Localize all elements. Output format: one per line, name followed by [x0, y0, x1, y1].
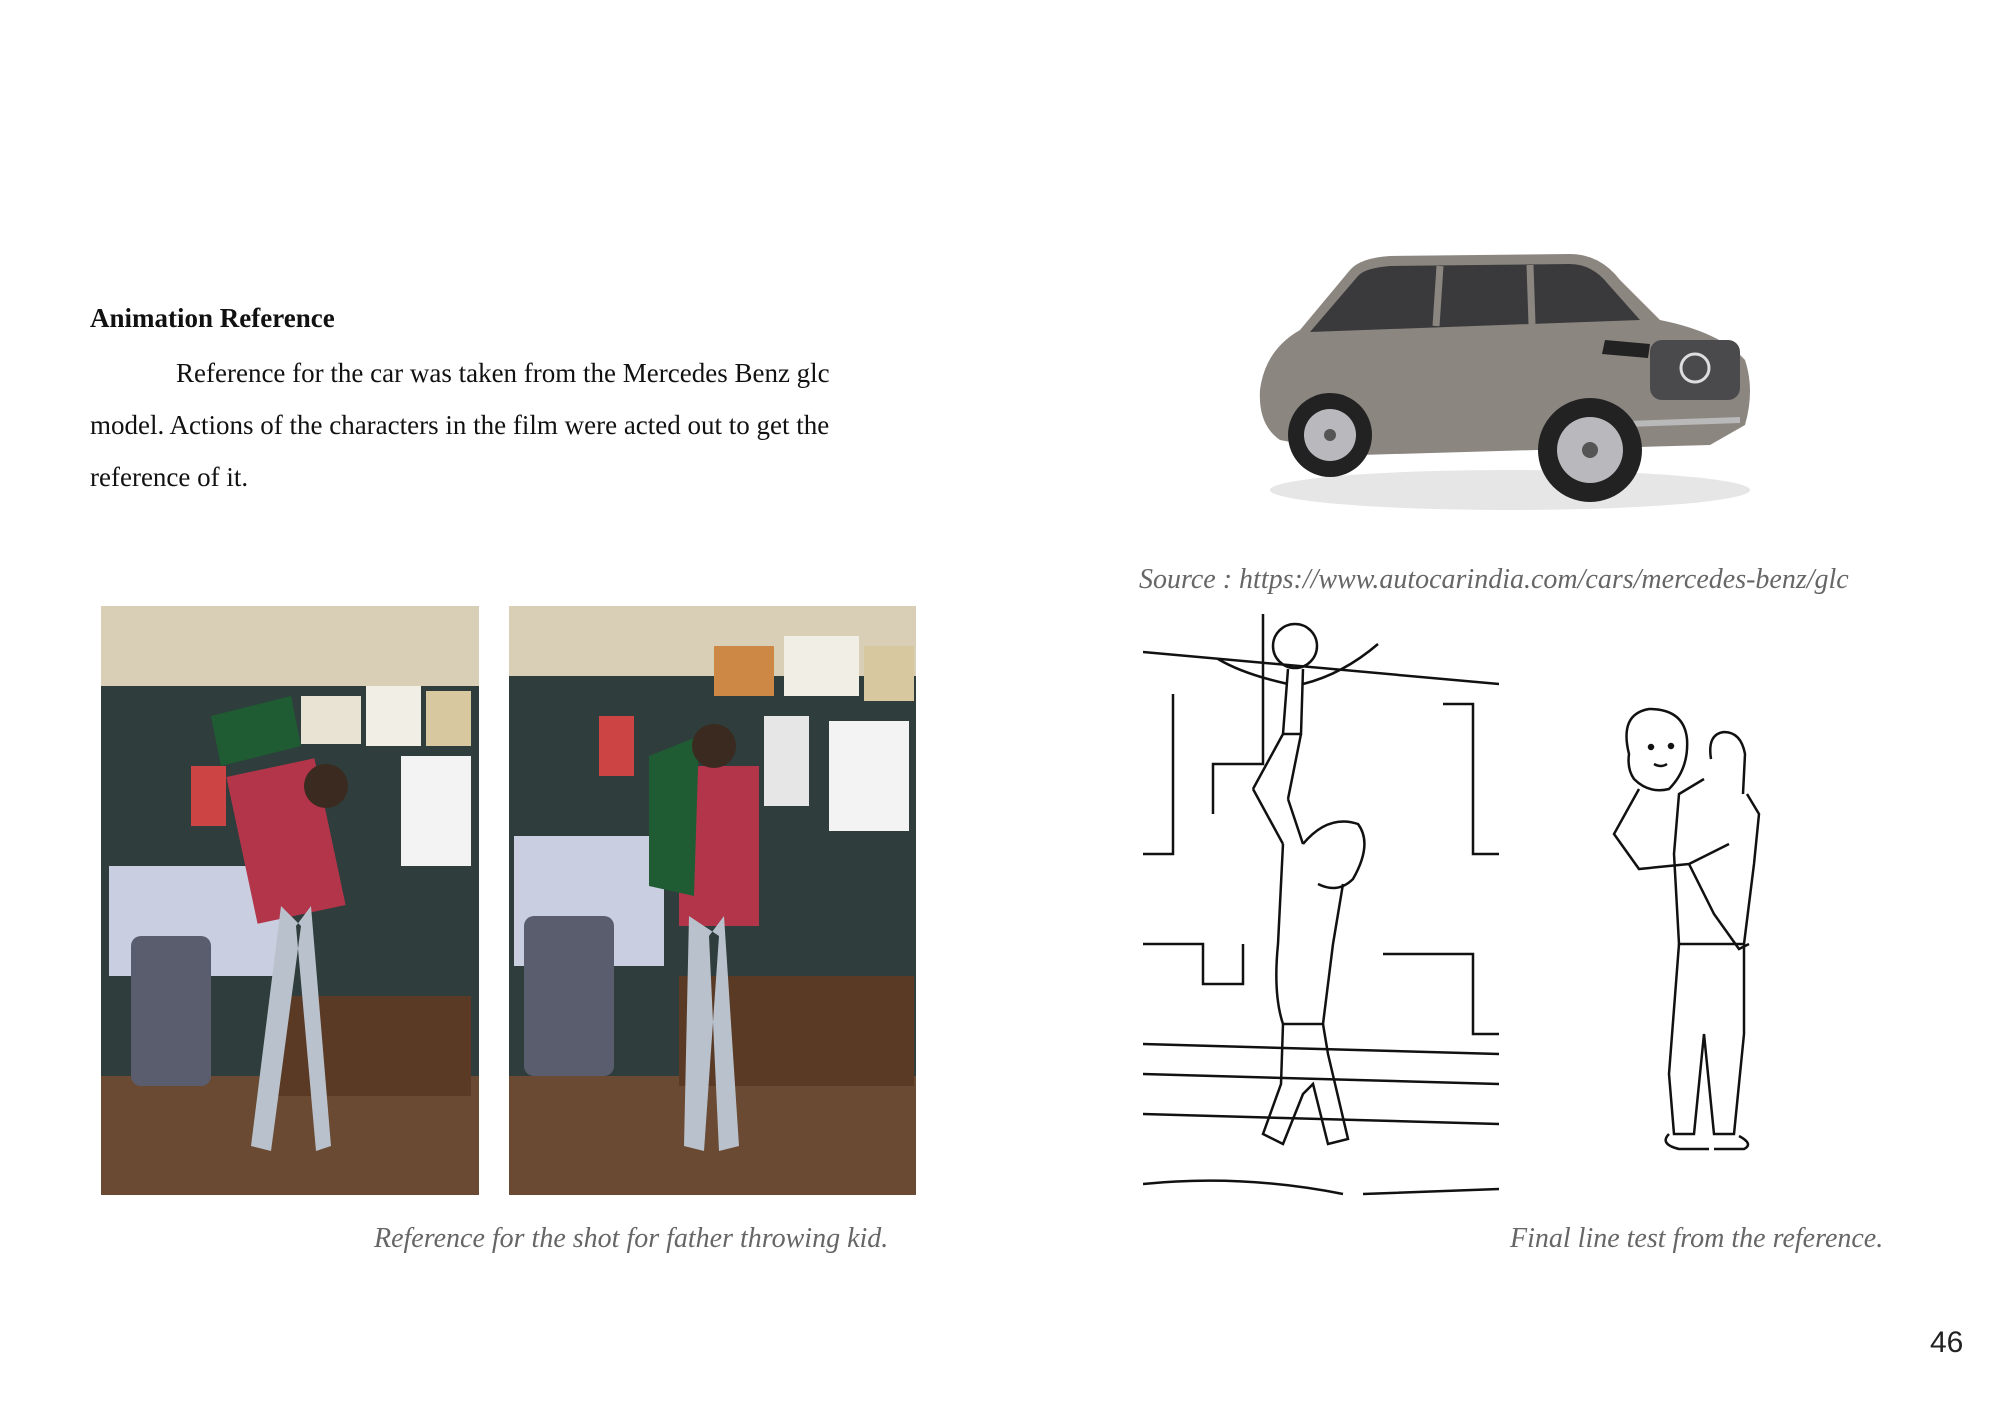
line-test-1	[1143, 614, 1499, 1204]
line-tests-caption: Final line test from the reference.	[1510, 1223, 1884, 1254]
page-number: 46	[1930, 1326, 1964, 1359]
car-grille	[1650, 340, 1740, 400]
section-heading: Animation Reference	[90, 303, 335, 333]
car-image	[1240, 240, 1760, 520]
reference-photo-2	[509, 606, 916, 1195]
car-source-caption: Source : https://www.autocarindia.com/cars/mercedes-benz/glc	[1139, 564, 1849, 595]
body-paragraph: Reference for the car was taken from the Mercedes Benz glc model. Actions of the characters in the film were acted out to get the reference of it.	[90, 358, 830, 492]
line-test-2	[1499, 614, 1889, 1204]
photos-caption: Reference for the shot for father throwing kid.	[374, 1223, 889, 1254]
reference-photo-1	[101, 606, 479, 1195]
